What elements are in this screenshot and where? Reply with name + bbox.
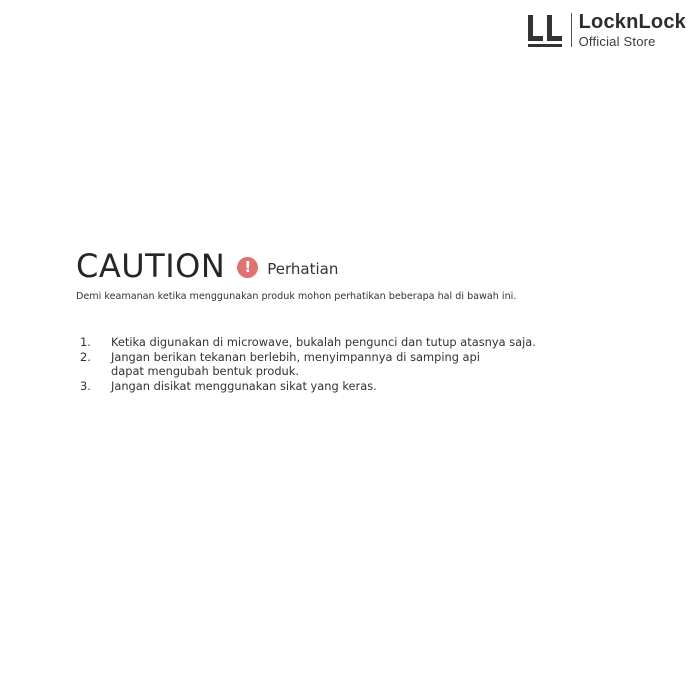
list-item-text: Jangan disikat menggunakan sikat yang keras. xyxy=(111,378,377,393)
brand-logo xyxy=(527,10,686,50)
list-item xyxy=(80,350,536,379)
list-item xyxy=(80,379,536,394)
caution-intro: Demi keamanan ketika menggunakan produk mohon perhatikan beberapa hal di bawah ini. xyxy=(76,291,517,302)
logo-brand-name: LocknLock xyxy=(578,11,686,33)
list-item-text: Ketika digunakan di microwave, bukalah pengunci dan tutup atasnya saja. xyxy=(111,335,536,349)
caution-subtitle: Perhatian xyxy=(267,260,339,278)
logo-text xyxy=(579,12,686,48)
caution-title: CAUTION xyxy=(76,247,226,285)
list-item-number: 3. xyxy=(80,378,91,393)
list-item xyxy=(80,335,536,350)
logo-divider xyxy=(571,13,572,47)
caution-header xyxy=(76,247,339,285)
caution-list xyxy=(80,335,536,393)
list-item-number: 2. xyxy=(80,349,91,364)
ll-logo-icon xyxy=(527,13,565,47)
list-item-text: Jangan berikan tekanan berlebih, menyimpannya di samping api dapat mengubah bentuk produk. xyxy=(111,349,480,378)
logo-subtitle: Official Store xyxy=(578,34,656,49)
warning-icon: ! xyxy=(237,257,258,278)
list-item-number: 1. xyxy=(80,335,91,349)
